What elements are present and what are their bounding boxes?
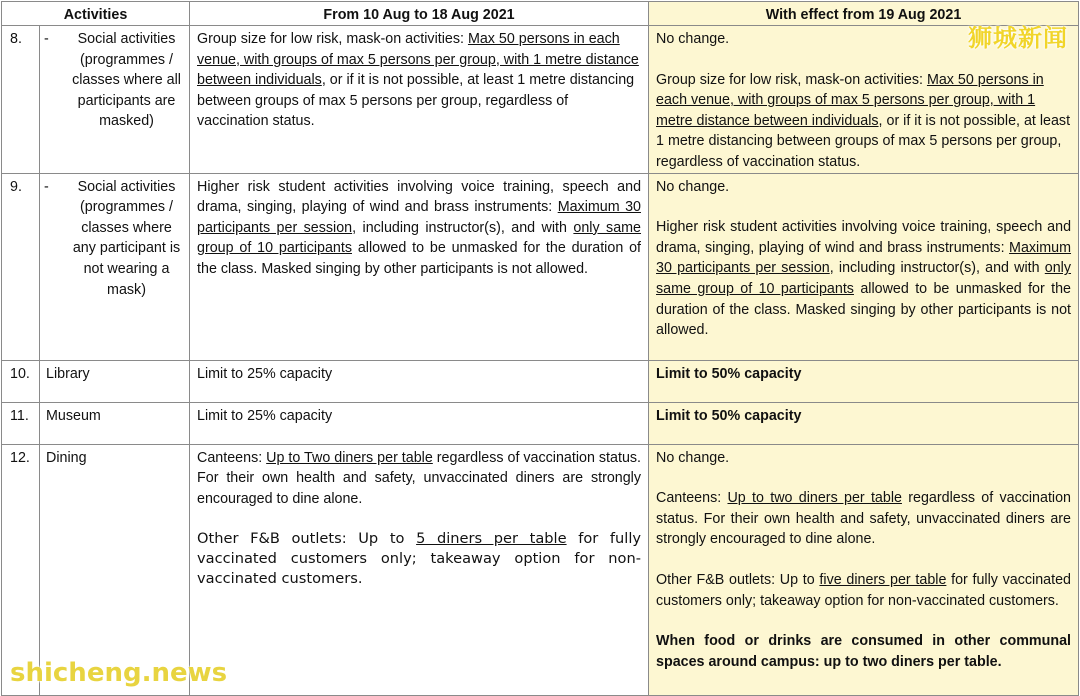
text: , including instructor(s), and with (829, 260, 1045, 277)
header-with-effect: With effect from 19 Aug 2021 (649, 2, 1079, 26)
from-cell: Limit to 25% capacity (190, 360, 649, 402)
text: , including instructor(s), and with (352, 219, 574, 236)
header-row (2, 2, 1079, 26)
header-from: From 10 Aug to 18 Aug 2021 (190, 2, 649, 26)
text: , or if it is not possible, at least 1 metre distancing between groups of max 5 persons per group, regardless of vaccination status. (197, 72, 635, 130)
row-number: 12. (2, 444, 40, 695)
with-effect-cell: Limit to 50% capacity (649, 402, 1079, 444)
text: Group size for low risk, mask-on activities: (656, 71, 927, 88)
dash-marker: - (44, 178, 49, 195)
text: , or if it is not possible, at least 1 metre distancing between groups of max 5 persons per group, regardless of vaccination status. (656, 112, 1071, 170)
activity-name: Museum (40, 402, 190, 444)
activity-name: Social activities (programmes / classes where all participants are masked) (72, 31, 181, 130)
with-effect-cell (649, 173, 1079, 360)
no-change-text: No change. (656, 449, 730, 466)
underlined-text: Maximum 30 participants per session (656, 239, 1072, 277)
from-cell (190, 26, 649, 174)
table-row (2, 402, 1079, 444)
underlined-text: Up to two diners per table (727, 490, 902, 507)
text: Higher risk student activities involving voice training, speech and drama, singing, playing of wind and brass instruments: (656, 219, 1072, 256)
text: Higher risk student activities involving voice training, speech and drama, singing, playing of wind and brass instruments: (197, 178, 642, 216)
row-number: 8. (2, 26, 40, 174)
from-cell (190, 444, 649, 695)
underlined-text: Max 50 persons in each venue, with groups of max 5 persons per group, with 1 metre distance between individuals (656, 71, 1044, 129)
watermark-bottom: shicheng.news (10, 658, 228, 688)
from-cell: Limit to 25% capacity (190, 402, 649, 444)
row-number: 10. (2, 360, 40, 402)
activity-name: Dining (40, 444, 190, 695)
underlined-text: five diners per table (819, 571, 947, 588)
activity-cell (40, 173, 190, 360)
text: regardless of vaccination status. For their own health and safety, unvaccinated diners are strongly encouraged to dine alone. (197, 449, 642, 507)
table-row (2, 173, 1079, 360)
communal-spaces-note: When food or drinks are consumed in other communal spaces around campus: up to two diners per table. (656, 633, 1072, 670)
row-number: 9. (2, 173, 40, 360)
text: Canteens: (656, 490, 728, 507)
text: Other F&B outlets: Up to (656, 571, 820, 588)
text: regardless of vaccination status. For their own health and safety, unvaccinated diners are strongly encouraged to dine alone. (656, 490, 1072, 548)
text: Canteens: (197, 449, 267, 466)
table-row (2, 360, 1079, 402)
with-effect-cell (649, 444, 1079, 695)
text: for fully vaccinated customers only; takeaway option for non-vaccinated customers. (656, 571, 1071, 609)
text: for fully vaccinated customers only; takeaway option for non-vaccinated customers. (197, 530, 642, 588)
header-activities: Activities (2, 2, 190, 26)
no-change-text: No change. (656, 31, 730, 47)
underlined-text: Maximum 30 participants per session (197, 199, 641, 236)
text: Other F&B outlets: Up to (197, 530, 417, 548)
activity-name: Social activities (programmes / classes where any participant is not wearing a mask) (72, 178, 181, 298)
underlined-text: Max 50 persons in each venue, with groups of max 5 persons per group, with 1 metre distance between individuals (197, 31, 639, 89)
dash-marker: - (44, 31, 49, 47)
underlined-text: only same group of 10 participants (197, 219, 642, 257)
activity-name: Library (40, 360, 190, 402)
activity-cell (40, 26, 190, 174)
text: allowed to be unmasked for the duration of the class. Masked singing by other participants is not allowed. (656, 280, 1072, 339)
from-cell (190, 173, 649, 360)
with-effect-cell: Limit to 50% capacity (649, 360, 1079, 402)
underlined-text: Up to Two diners per table (266, 449, 433, 466)
measures-table (1, 1, 1079, 696)
underlined-text: only same group of 10 participants (656, 260, 1072, 297)
text: allowed to be unmasked for the duration of the class. Masked singing by other participants is not allowed. (197, 240, 642, 277)
text: Group size for low risk, mask-on activities: (197, 31, 468, 47)
watermark-top: 狮城新闻 (968, 24, 1068, 52)
table-row (2, 26, 1079, 174)
underlined-text: 5 diners per table (416, 530, 567, 548)
row-number: 11. (2, 402, 40, 444)
no-change-text: No change. (656, 178, 730, 195)
